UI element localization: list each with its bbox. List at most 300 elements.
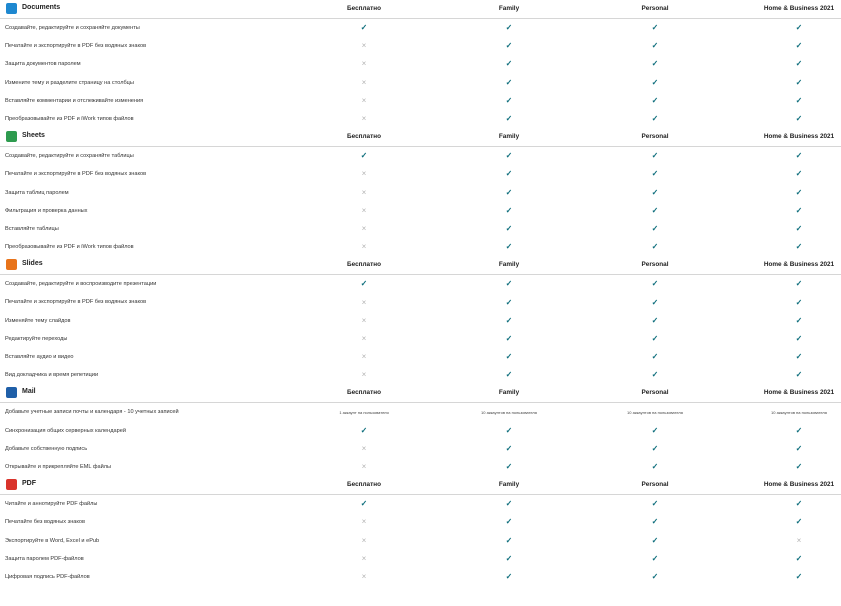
feature-row	[0, 165, 841, 183]
app-name: Documents	[22, 4, 61, 11]
cell-free	[324, 92, 404, 110]
check-icon: ✓	[651, 114, 659, 124]
cell-free	[324, 147, 404, 165]
check-icon: ✓	[505, 462, 513, 472]
check-icon: ✓	[795, 462, 803, 472]
cell-personal	[615, 366, 695, 384]
check-icon: ✓	[651, 169, 659, 179]
cell-personal	[615, 220, 695, 238]
feature-label: Добавьте учетные записи почты и календаря - 10 учетных записей	[5, 409, 179, 416]
cell-family	[469, 568, 549, 586]
cell-free	[324, 495, 404, 513]
check-icon: ✓	[505, 443, 513, 453]
plan-header-personal: Personal	[641, 5, 669, 12]
cross-icon: ×	[361, 297, 367, 307]
section-header	[0, 476, 841, 495]
feature-label: Печатайте и экспортируйте в PDF без водяных знаков	[5, 299, 147, 306]
cell-personal	[615, 19, 695, 37]
cell-personal	[615, 293, 695, 311]
cell-personal	[615, 238, 695, 256]
check-icon: ✓	[651, 279, 659, 289]
check-icon: ✓	[651, 517, 659, 527]
cross-icon: ×	[361, 59, 367, 69]
cell-free	[324, 165, 404, 183]
check-icon: ✓	[505, 77, 513, 87]
check-icon: ✓	[795, 443, 803, 453]
cell-home-business	[759, 348, 839, 366]
feature-row	[0, 220, 841, 238]
feature-row	[0, 275, 841, 293]
plan-header-free: Бесплатно	[347, 261, 381, 269]
cell-home-business	[759, 55, 839, 73]
feature-label: Вставляйте таблицы	[5, 225, 59, 232]
check-icon: ✓	[505, 571, 513, 581]
cell-family	[469, 440, 549, 458]
section-sheets	[0, 128, 841, 256]
cell-family	[469, 348, 549, 366]
check-icon: ✓	[505, 315, 513, 325]
feature-row	[0, 532, 841, 550]
cell-free	[324, 37, 404, 55]
cell-free	[324, 55, 404, 73]
plan-header-family: Family	[498, 389, 520, 397]
cell-personal	[615, 110, 695, 128]
cross-icon: ×	[796, 535, 802, 545]
cell-personal	[615, 348, 695, 366]
cell-family	[469, 293, 549, 311]
feature-label: Цифровая подпись PDF-файлов	[5, 573, 90, 580]
check-icon: ✓	[505, 499, 513, 509]
check-icon: ✓	[795, 425, 803, 435]
cell-home-business	[759, 440, 839, 458]
plan-header-personal: Personal	[641, 481, 669, 489]
cell-home-business	[759, 403, 839, 421]
feature-label: Создавайте, редактируйте и воспроизводите презентации	[5, 281, 157, 288]
check-icon: ✓	[651, 41, 659, 51]
cell-family	[469, 330, 549, 348]
check-icon: ✓	[505, 95, 513, 105]
plan-header-home-business: Home & Business 2021	[763, 5, 835, 12]
check-icon: ✓	[505, 23, 513, 33]
check-icon: ✓	[360, 23, 368, 33]
cell-family	[469, 92, 549, 110]
plan-header-home-business: Home & Business 2021	[763, 389, 835, 397]
check-icon: ✓	[651, 187, 659, 197]
feature-row	[0, 330, 841, 348]
check-icon: ✓	[795, 114, 803, 124]
check-icon: ✓	[795, 187, 803, 197]
check-icon: ✓	[505, 297, 513, 307]
feature-row	[0, 238, 841, 256]
cell-free	[324, 19, 404, 37]
cell-free	[324, 532, 404, 550]
check-icon: ✓	[795, 333, 803, 343]
cell-personal	[615, 568, 695, 586]
feature-label: Вид докладчика и время репетиции	[5, 372, 99, 379]
check-icon: ✓	[795, 297, 803, 307]
section-header	[0, 128, 841, 147]
feature-label: Добавьте собственную подпись	[5, 445, 88, 452]
check-icon: ✓	[651, 77, 659, 87]
cell-home-business	[759, 550, 839, 568]
check-icon: ✓	[795, 77, 803, 87]
plan-header-family: Family	[498, 5, 520, 12]
cell-home-business	[759, 220, 839, 238]
app-name: PDF	[22, 480, 36, 488]
feature-label: Преобразовывайте из PDF и iWork типов файлов	[5, 115, 134, 122]
plan-header-home-business: Home & Business 2021	[763, 133, 835, 141]
cell-free	[324, 348, 404, 366]
feature-label: Создавайте, редактируйте и сохраняйте таблицы	[5, 153, 134, 160]
plan-header-personal: Personal	[641, 389, 669, 397]
feature-row	[0, 110, 841, 128]
cell-personal	[615, 37, 695, 55]
feature-row	[0, 513, 841, 531]
cross-icon: ×	[361, 370, 367, 380]
cell-family	[469, 513, 549, 531]
cell-home-business	[759, 366, 839, 384]
cell-home-business	[759, 293, 839, 311]
feature-row	[0, 458, 841, 476]
cross-icon: ×	[361, 187, 367, 197]
feature-label: Создавайте, редактируйте и сохраняйте документы	[5, 25, 140, 31]
cell-home-business	[759, 19, 839, 37]
cell-personal	[615, 513, 695, 531]
cell-home-business	[759, 74, 839, 92]
cross-icon: ×	[361, 462, 367, 472]
cell-free	[324, 184, 404, 202]
cell-home-business	[759, 238, 839, 256]
cell-home-business	[759, 184, 839, 202]
cell-personal	[615, 55, 695, 73]
check-icon: ✓	[360, 279, 368, 289]
cell-home-business	[759, 330, 839, 348]
check-icon: ✓	[505, 187, 513, 197]
cell-free	[324, 74, 404, 92]
check-icon: ✓	[651, 95, 659, 105]
check-icon: ✓	[795, 352, 803, 362]
cross-icon: ×	[361, 41, 367, 51]
cell-family	[469, 532, 549, 550]
feature-label: Экспортируйте в Word, Excel и ePub	[5, 537, 100, 544]
check-icon: ✓	[651, 23, 659, 33]
cell-text: 10 аккаунтов на пользователя	[627, 409, 683, 415]
check-icon: ✓	[505, 223, 513, 233]
cross-icon: ×	[361, 571, 367, 581]
cross-icon: ×	[361, 205, 367, 215]
section-mail	[0, 384, 841, 476]
check-icon: ✓	[651, 425, 659, 435]
cell-family	[469, 366, 549, 384]
cell-text: 10 аккаунтов на пользователя	[771, 409, 827, 415]
cross-icon: ×	[361, 333, 367, 343]
cell-personal	[615, 550, 695, 568]
cross-icon: ×	[361, 77, 367, 87]
feature-label: Печатайте и экспортируйте в PDF без водяных знаков	[5, 43, 147, 50]
check-icon: ✓	[795, 279, 803, 289]
cell-home-business	[759, 458, 839, 476]
feature-label: Защита таблиц паролем	[5, 189, 69, 196]
mail-app-icon	[6, 387, 17, 398]
cell-personal	[615, 440, 695, 458]
cell-family	[469, 110, 549, 128]
check-icon: ✓	[505, 517, 513, 527]
cross-icon: ×	[361, 114, 367, 124]
check-icon: ✓	[795, 499, 803, 509]
cell-family	[469, 220, 549, 238]
check-icon: ✓	[360, 499, 368, 509]
cell-home-business	[759, 422, 839, 440]
cell-free	[324, 330, 404, 348]
feature-label: Изменяйте тему слайдов	[5, 317, 71, 324]
app-name: Slides	[22, 260, 43, 268]
feature-row	[0, 74, 841, 92]
cell-free	[324, 422, 404, 440]
check-icon: ✓	[505, 553, 513, 563]
cell-family	[469, 550, 549, 568]
check-icon: ✓	[505, 370, 513, 380]
check-icon: ✓	[505, 242, 513, 252]
check-icon: ✓	[795, 315, 803, 325]
cell-free	[324, 238, 404, 256]
cell-home-business	[759, 532, 839, 550]
cross-icon: ×	[361, 315, 367, 325]
cross-icon: ×	[361, 352, 367, 362]
plan-header-free: Бесплатно	[347, 481, 381, 489]
check-icon: ✓	[651, 443, 659, 453]
check-icon: ✓	[505, 169, 513, 179]
check-icon: ✓	[505, 425, 513, 435]
check-icon: ✓	[505, 205, 513, 215]
feature-label: Печатайте без водяных знаков	[5, 519, 86, 526]
feature-row	[0, 312, 841, 330]
feature-label: Вставляйте аудио и видео	[5, 354, 74, 360]
cell-personal	[615, 422, 695, 440]
feature-label: Преобразовывайте из PDF и iWork типов файлов	[5, 244, 134, 251]
sheets-app-icon	[6, 131, 17, 142]
cell-free	[324, 568, 404, 586]
plan-header-free: Бесплатно	[347, 5, 381, 12]
feature-row	[0, 550, 841, 568]
check-icon: ✓	[651, 205, 659, 215]
check-icon: ✓	[795, 23, 803, 33]
cell-text: 1 аккаунт на пользователя	[339, 409, 389, 415]
check-icon: ✓	[505, 352, 513, 362]
check-icon: ✓	[651, 223, 659, 233]
cell-personal	[615, 92, 695, 110]
check-icon: ✓	[505, 535, 513, 545]
feature-row	[0, 348, 841, 366]
cell-family	[469, 275, 549, 293]
cell-personal	[615, 330, 695, 348]
cell-personal	[615, 495, 695, 513]
check-icon: ✓	[651, 571, 659, 581]
cell-family	[469, 147, 549, 165]
check-icon: ✓	[505, 41, 513, 51]
cell-family	[469, 184, 549, 202]
cross-icon: ×	[361, 95, 367, 105]
check-icon: ✓	[651, 499, 659, 509]
feature-label: Синхронизация общих серверных календарей	[5, 427, 126, 434]
cross-icon: ×	[361, 535, 367, 545]
check-icon: ✓	[505, 114, 513, 124]
app-name: Sheets	[22, 132, 45, 140]
cross-icon: ×	[361, 242, 367, 252]
feature-row	[0, 184, 841, 202]
cell-home-business	[759, 92, 839, 110]
check-icon: ✓	[651, 297, 659, 307]
check-icon: ✓	[795, 370, 803, 380]
check-icon: ✓	[651, 333, 659, 343]
cell-free	[324, 275, 404, 293]
check-icon: ✓	[795, 151, 803, 161]
feature-label: Защита документов паролем	[5, 61, 81, 68]
cell-free	[324, 458, 404, 476]
cell-free	[324, 110, 404, 128]
cell-personal	[615, 184, 695, 202]
plan-header-free: Бесплатно	[347, 389, 381, 397]
feature-label: Защита паролем PDF-файлов	[5, 555, 84, 562]
check-icon: ✓	[651, 352, 659, 362]
cell-free	[324, 403, 404, 421]
check-icon: ✓	[651, 535, 659, 545]
cross-icon: ×	[361, 169, 367, 179]
cell-personal	[615, 165, 695, 183]
section-header	[0, 0, 841, 19]
check-icon: ✓	[795, 571, 803, 581]
check-icon: ✓	[651, 59, 659, 69]
cell-personal	[615, 202, 695, 220]
feature-row	[0, 37, 841, 55]
check-icon: ✓	[795, 169, 803, 179]
cross-icon: ×	[361, 517, 367, 527]
cell-home-business	[759, 312, 839, 330]
cell-free	[324, 366, 404, 384]
feature-label: Открывайте и прикрепляйте EML файлы	[5, 463, 111, 470]
plan-header-family: Family	[498, 481, 520, 489]
cell-free	[324, 550, 404, 568]
cell-family	[469, 202, 549, 220]
cell-free	[324, 312, 404, 330]
cell-home-business	[759, 37, 839, 55]
app-name: Mail	[22, 388, 36, 396]
cell-family	[469, 55, 549, 73]
check-icon: ✓	[795, 41, 803, 51]
check-icon: ✓	[505, 59, 513, 69]
feature-row	[0, 495, 841, 513]
check-icon: ✓	[505, 279, 513, 289]
cell-family	[469, 458, 549, 476]
feature-label: Печатайте и экспортируйте в PDF без водяных знаков	[5, 171, 147, 178]
check-icon: ✓	[651, 315, 659, 325]
feature-row	[0, 19, 841, 37]
cell-family	[469, 238, 549, 256]
check-icon: ✓	[651, 553, 659, 563]
cell-family	[469, 74, 549, 92]
cell-free	[324, 513, 404, 531]
cell-personal	[615, 74, 695, 92]
check-icon: ✓	[795, 95, 803, 105]
check-icon: ✓	[360, 151, 368, 161]
check-icon: ✓	[651, 151, 659, 161]
feature-row	[0, 422, 841, 440]
section-slides	[0, 256, 841, 384]
cell-personal	[615, 458, 695, 476]
documents-app-icon	[6, 3, 17, 14]
cross-icon: ×	[361, 223, 367, 233]
plan-header-home-business: Home & Business 2021	[763, 481, 835, 489]
feature-row	[0, 55, 841, 73]
cell-family	[469, 19, 549, 37]
feature-row	[0, 568, 841, 586]
cell-free	[324, 202, 404, 220]
section-header	[0, 256, 841, 275]
cell-free	[324, 293, 404, 311]
cell-personal	[615, 147, 695, 165]
plan-header-personal: Personal	[641, 261, 669, 269]
cell-free	[324, 220, 404, 238]
check-icon: ✓	[505, 333, 513, 343]
cell-home-business	[759, 165, 839, 183]
check-icon: ✓	[651, 242, 659, 252]
feature-row	[0, 440, 841, 458]
cross-icon: ×	[361, 553, 367, 563]
plan-header-free: Бесплатно	[347, 133, 381, 141]
cell-home-business	[759, 202, 839, 220]
section-pdf	[0, 476, 841, 586]
cell-family	[469, 495, 549, 513]
section-header	[0, 384, 841, 403]
cell-home-business	[759, 275, 839, 293]
cell-free	[324, 440, 404, 458]
slides-app-icon	[6, 259, 17, 270]
cell-home-business	[759, 495, 839, 513]
feature-row	[0, 147, 841, 165]
cell-home-business	[759, 147, 839, 165]
feature-row	[0, 202, 841, 220]
cell-personal	[615, 532, 695, 550]
cell-personal	[615, 403, 695, 421]
cell-personal	[615, 275, 695, 293]
feature-label: Вставляйте комментарии и отслеживайте изменения	[5, 97, 144, 104]
feature-row	[0, 403, 841, 421]
feature-label: Читайте и аннотируйте PDF файлы	[5, 501, 98, 508]
section-documents	[0, 0, 841, 128]
cell-family	[469, 422, 549, 440]
cell-personal	[615, 312, 695, 330]
check-icon: ✓	[360, 425, 368, 435]
check-icon: ✓	[651, 462, 659, 472]
check-icon: ✓	[795, 553, 803, 563]
check-icon: ✓	[795, 223, 803, 233]
cell-text: 10 аккаунтов на пользователя	[481, 409, 537, 415]
check-icon: ✓	[795, 517, 803, 527]
feature-row	[0, 366, 841, 384]
feature-label: Редактируйте переходы	[5, 335, 68, 342]
plan-header-personal: Personal	[641, 133, 669, 141]
cell-home-business	[759, 110, 839, 128]
check-icon: ✓	[651, 370, 659, 380]
check-icon: ✓	[795, 205, 803, 215]
plan-header-family: Family	[498, 261, 520, 269]
cell-family	[469, 165, 549, 183]
feature-label: Измените тему и разделите страницу на столбцы	[5, 79, 134, 86]
cell-home-business	[759, 568, 839, 586]
feature-row	[0, 92, 841, 110]
check-icon: ✓	[505, 151, 513, 161]
cell-home-business	[759, 513, 839, 531]
check-icon: ✓	[795, 59, 803, 69]
